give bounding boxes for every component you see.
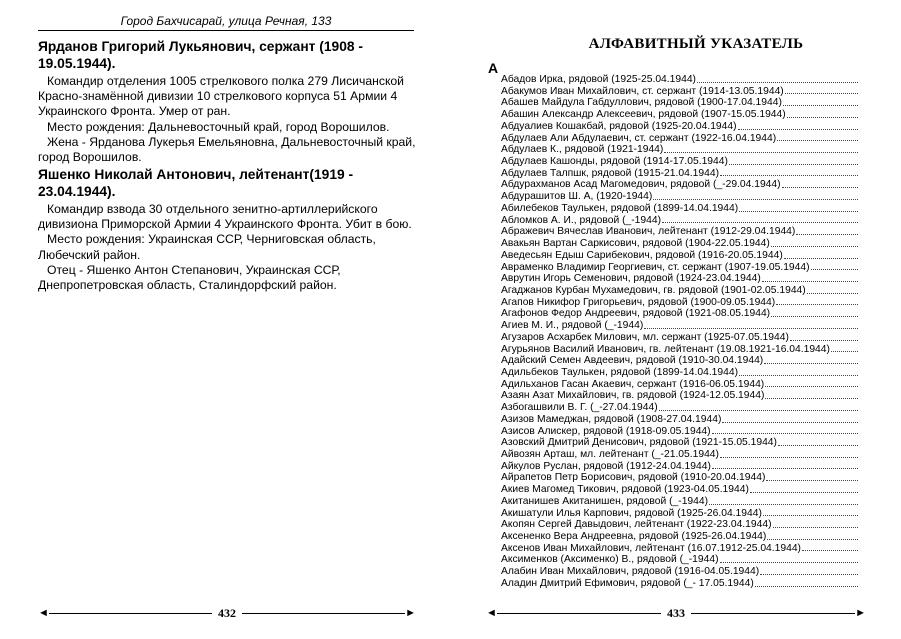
index-entry-text: Агузаров Асхарбек Милович, мл. сержант (1925-07.05.1944) (501, 331, 789, 343)
index-entry-text: Аксененко Вера Андреевна, рядовой (1925-26.04.1944) (501, 531, 767, 543)
entry-paragraph: Командир отделения 1005 стрелкового полка 279 Лисичанской Красно-знамённой дивизии 10 стрелкового корпуса 51 Армии 4 Украинского Фронта. Умер от ран. (38, 74, 404, 119)
index-entry (501, 168, 858, 180)
index-entry (501, 344, 858, 356)
dot-leader (763, 508, 858, 517)
dot-leader (790, 332, 858, 341)
dot-leader (664, 144, 858, 153)
entry-name: Ярданов Григорий Лукьянович, сержант (1908 - 19.05.1944). (38, 39, 363, 71)
dot-leader (764, 355, 858, 364)
index-entry (501, 97, 858, 109)
index-entry-text: Агапов Никифор Григорьевич, рядовой (1900-09.05.1944) (501, 296, 776, 308)
index-entry (501, 297, 858, 309)
entry-paragraph: Командир взвода 30 отдельного зенитно-артиллерийского дивизиона Приморской Армии 4 Украинского Фронта. Убит в бою. (38, 202, 412, 232)
index-entry-text: Айкулов Руслан, рядовой (1912-24.04.1944) (501, 460, 711, 472)
biography-entry (38, 38, 416, 165)
index-entry-text: Абдулаев Кашонды, рядовой (1914-17.05.1944) (501, 156, 728, 168)
index-entry-text: Азисов Алискер, рядовой (1918-09.05.1944) (501, 425, 711, 437)
page-title: АЛФАВИТНЫЙ УКАЗАТЕЛЬ (588, 36, 804, 52)
index-entry (501, 578, 858, 590)
index-entry-text: Азизов Мамеджан, рядовой (1908-27.04.1944) (501, 413, 722, 425)
dot-leader (738, 121, 858, 130)
entry-paragraph: Место рождения: Дальневосточный край, город Ворошилов. (47, 119, 390, 134)
index-entry (501, 308, 858, 320)
dot-leader (720, 554, 859, 563)
index-entry (501, 508, 858, 520)
index-entry-text: Абашин Александр Алексеевич, рядовой (1907-15.05.1944) (501, 109, 786, 121)
index-entry (501, 156, 858, 168)
dot-leader (712, 461, 858, 470)
biography-entry (38, 166, 416, 293)
entry-paragraph: Отец - Яшенко Антон Степанович, Украинская ССР, Днепропетровская область, Сталиндорфский район. (38, 262, 341, 293)
index-entry-text: Азбогашвили В. Г. (_-27.04.1944) (501, 402, 658, 414)
index-entry-text: Агурьянов Василий Иванович, гв. лейтенант (19.08.1921-16.04.1944) (501, 343, 830, 355)
index-entry-text: Абилебеков Таулькен, рядовой (1899-14.04.1944) (501, 202, 739, 214)
dot-leader (773, 519, 858, 528)
dot-leader (712, 426, 858, 435)
running-header: Город Бахчисарай, улица Речная, 133 (38, 14, 414, 31)
index-entry (501, 109, 858, 121)
index-entry (501, 86, 858, 98)
index-entry-text: Айвозян Арташ, мл. лейтенант (_-21.05.1944) (501, 449, 719, 460)
dot-leader (720, 168, 858, 177)
index-entry-text: Агиев М. И., рядовой (_-1944) (501, 320, 644, 332)
dot-leader (807, 285, 858, 294)
dot-leader (767, 531, 858, 540)
index-entry (501, 531, 858, 543)
index-entry-text: Абдулаев Али Абдулаевич, ст. сержант (1922-16.04.1944) (501, 132, 777, 144)
index-entry-text: Акопян Сергей Давыдович, лейтенант (1922-23.04.1944) (501, 519, 772, 531)
dot-leader (771, 238, 858, 247)
dot-leader (783, 97, 858, 106)
index-entry (501, 426, 858, 438)
index-entry (501, 496, 858, 508)
dot-leader (766, 472, 858, 481)
dot-leader (739, 203, 858, 212)
index-entry-text: Абдуалиев Кошакбай, рядовой (1925-20.04.1944) (501, 120, 737, 132)
index-entry-text: Адайский Семен Авдеевич, рядовой (1910-30.04.1944) (501, 355, 764, 367)
footer-rule (242, 613, 405, 614)
page-footer (486, 605, 866, 621)
dot-leader (644, 320, 858, 329)
dot-leader (765, 390, 858, 399)
index-entry-text: Авакьян Вартан Саркисович, рядовой (1904-22.05.1944) (501, 238, 770, 250)
index-entry (501, 390, 858, 402)
index-entry-text: Адильбеков Таулькен, рядовой (1899-14.04.1944) (501, 366, 739, 378)
dot-leader (729, 156, 858, 165)
left-page (0, 0, 450, 639)
index-entry (501, 238, 858, 250)
index-entry-text: Агаджанов Курбан Мухамедович, гв. рядовой (1901-02.05.1944) (501, 284, 806, 296)
dot-leader (659, 402, 858, 411)
dot-leader (771, 308, 858, 317)
index-entry-text: Абражевич Вячеслав Иванович, лейтенант (1912-29.04.1944) (501, 226, 796, 238)
entry-paragraph: Место рождения: Украинская ССР, Черниговская область, Любечский район. (38, 232, 376, 262)
index-entry (501, 121, 858, 133)
index-list (501, 74, 858, 590)
index-entry (501, 449, 858, 461)
index-entry (501, 74, 858, 86)
index-entry-text: Аксенов Иван Михайлович, лейтенант (16.07.1912-25.04.1944) (501, 542, 801, 554)
index-entry (501, 285, 858, 297)
index-entry (501, 133, 858, 145)
index-entry-text: Азаян Азат Михайлович, гв. рядовой (1924-12.05.1944) (501, 390, 765, 402)
index-entry-text: Аксименков (Аксименко) В., рядовой (_-1944) (501, 554, 719, 566)
dot-leader (662, 215, 858, 224)
index-entry-text: Алабин Иван Михайлович, рядовой (1916-04.05.1944) (501, 566, 760, 578)
right-page (450, 0, 901, 639)
index-entry (501, 250, 858, 262)
arrow-left-icon: ◄ (486, 606, 497, 619)
index-entry (501, 554, 858, 566)
index-entry (501, 320, 858, 332)
dot-leader (784, 250, 858, 259)
index-entry-text: Абашев Майдула Габдуллович, рядовой (1900-17.04.1944) (501, 97, 782, 109)
entry-name: Яшенко Николай Антонович, лейтенант(1919 - 23.04.1944). (38, 167, 354, 199)
index-entry-text: Абдулаев К., рядовой (1921-1944) (501, 144, 664, 156)
index-entry-text: Айрапетов Петр Борисович, рядовой (1910-20.04.1944) (501, 472, 766, 484)
index-entry (501, 402, 858, 414)
dot-leader (709, 496, 858, 505)
index-entry-text: Аладин Дмитрий Ефимович, рядовой (_- 17.05.1944) (501, 577, 754, 589)
index-entry (501, 262, 858, 274)
page-footer (38, 605, 416, 621)
footer-rule (497, 613, 661, 614)
index-entry (501, 519, 858, 531)
index-entry (501, 437, 858, 449)
index-entry (501, 179, 858, 191)
dot-leader (765, 379, 858, 388)
index-entry-text: Абдурашитов Ш. А, (1920-1944) (501, 191, 653, 203)
arrow-left-icon: ◄ (38, 606, 49, 619)
index-entry-text: Абакумов Иван Михайлович, ст. сержант (1914-13.05.1944) (501, 85, 784, 97)
index-entry-text: Агафонов Федор Андреевич, рядовой (1921-08.05.1944) (501, 308, 771, 320)
arrow-right-icon: ► (855, 606, 866, 619)
dot-leader (762, 273, 858, 282)
dot-leader (802, 543, 858, 552)
dot-leader (831, 344, 858, 353)
arrow-right-icon: ► (405, 606, 416, 619)
dot-leader (777, 133, 858, 142)
index-entry (501, 472, 858, 484)
index-entry (501, 566, 858, 578)
footer-rule (49, 613, 212, 614)
index-entry-text: Акитанишев Акитанишен, рядовой (_-1944) (501, 495, 709, 507)
index-entry-text: Абломков А. И., рядовой (_-1944) (501, 214, 662, 226)
index-entry (501, 355, 858, 367)
dot-leader (782, 179, 858, 188)
page-number: 432 (218, 605, 236, 620)
dot-leader (697, 74, 858, 83)
index-entry (501, 203, 858, 215)
index-entry (501, 543, 858, 555)
index-entry (501, 414, 858, 426)
index-entry-text: Адильханов Гасан Акаевич, сержант (1916-06.05.1944) (501, 378, 765, 390)
index-entry-text: Акиев Магомед Тикович, рядовой (1923-04.05.1944) (501, 484, 749, 496)
index-entry-text: Азовский Дмитрий Денисович, рядовой (1921-15.05.1944) (501, 437, 777, 449)
dot-leader (755, 578, 858, 587)
index-entry (501, 332, 858, 344)
dot-leader (811, 262, 858, 271)
dot-leader (776, 297, 858, 306)
index-entry-text: Абдулаев Талпшк, рядовой (1915-21.04.1944) (501, 167, 719, 179)
index-entry-text: Авраменко Владимир Георгиевич, ст. сержант (1907-19.05.1944) (501, 261, 810, 273)
index-entry-text: Абдурахманов Асад Магомедович, рядовой (_-29.04.1944) (501, 179, 781, 191)
index-entry-text: Аврутин Игорь Семенович, рядовой (1924-23.04.1944) (501, 273, 761, 285)
dot-leader (750, 484, 858, 493)
dot-leader (785, 86, 858, 95)
page-number: 433 (667, 605, 685, 620)
index-entry-text: Акишатули Илья Карпович, рядовой (1925-26.04.1944) (501, 507, 762, 519)
index-entry-text: Абадов Ирка, рядовой (1925-25.04.1944) (501, 74, 696, 85)
entry-paragraph: Жена - Ярданова Лукерья Емельяновна, Дальневосточный край, город Ворошилов. (38, 134, 416, 165)
dot-leader (796, 226, 858, 235)
dot-leader (760, 566, 858, 575)
index-entry (501, 484, 858, 496)
index-entry (501, 379, 858, 391)
letter-heading: А (488, 60, 499, 76)
dot-leader (722, 414, 858, 423)
index-entry (501, 215, 858, 227)
index-entry-text: Аведесьян Едыш Сарибекович, рядовой (1916-20.05.1944) (501, 249, 783, 261)
index-entry (501, 226, 858, 238)
index-entry (501, 367, 858, 379)
dot-leader (739, 367, 858, 376)
index-entry (501, 191, 858, 203)
dot-leader (787, 109, 858, 118)
footer-rule (691, 613, 855, 614)
dot-leader (653, 191, 858, 200)
dot-leader (778, 437, 858, 446)
index-entry (501, 144, 858, 156)
dot-leader (720, 449, 858, 458)
index-entry (501, 273, 858, 285)
index-entry (501, 461, 858, 473)
